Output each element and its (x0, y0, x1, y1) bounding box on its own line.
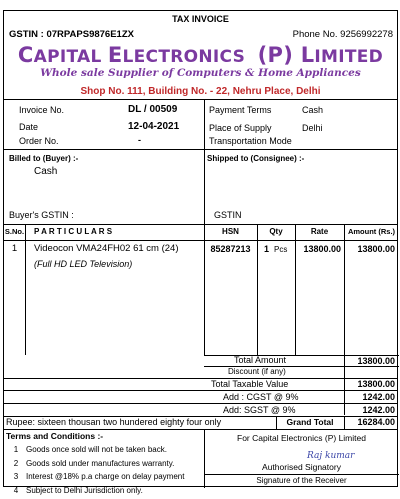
receiver-signature-label: Signature of the Receiver (204, 476, 399, 485)
list-item: 1 Goods once sold will not be taken back. (6, 445, 202, 459)
divider (4, 390, 397, 391)
row-particulars: Videocon VMA24FH02 61 cm (24) (34, 243, 179, 254)
list-item: 2 Goods sold under manufactures warranty. (6, 459, 202, 473)
buyer-name: Cash (34, 166, 57, 177)
order-no-label: Order No. (19, 136, 59, 146)
divider (257, 224, 258, 355)
payment-terms-value: Cash (302, 105, 323, 115)
divider (4, 99, 397, 100)
row-qty: 1 Pcs (264, 244, 287, 254)
total-amount-label: Total Amount (234, 355, 286, 365)
list-item: 3 Interest @18% p.a charge on delay payment (6, 472, 202, 486)
authorised-signatory-label: Authorised Signatory (204, 462, 399, 472)
billed-to-label: Billed to (Buyer) :- (9, 154, 78, 163)
seller-gstin: GSTIN : 07RPAPS9876E1ZX (9, 29, 134, 40)
place-of-supply-value: Delhi (302, 123, 323, 133)
terms-title: Terms and Conditions :- (6, 431, 103, 441)
divider (204, 474, 399, 475)
for-company-label: For Capital Electronics (P) Limited (204, 433, 399, 443)
col-header-qty: Qty (257, 227, 295, 236)
place-of-supply-label: Place of Supply (209, 123, 272, 133)
divider (4, 429, 397, 430)
terms-list (6, 445, 202, 499)
divider (4, 378, 397, 379)
consignee-gstin-label: GSTIN (214, 210, 242, 220)
buyer-gstin-label: Buyer's GSTIN : (9, 210, 74, 220)
total-amount-value: 13800.00 (344, 356, 395, 366)
row-description: (Full HD LED Television) (34, 259, 132, 269)
invoice-no-value: DL / 00509 (128, 104, 177, 115)
col-header-amount: Amount (Rs.) (344, 227, 399, 236)
col-header-hsn: HSN (204, 227, 257, 236)
transport-mode-label: Transportation Mode (209, 136, 292, 146)
order-no-value: - (138, 135, 141, 145)
company-name: CAPITAL ELECTRONICS (P) LIMITED (4, 43, 397, 67)
divider (4, 240, 397, 241)
cgst-value: 1242.00 (344, 392, 395, 402)
taxable-value: 13800.00 (344, 379, 395, 389)
row-amount: 13800.00 (344, 244, 395, 254)
invoice-no-label: Invoice No. (19, 105, 64, 115)
col-header-sno: S.No. (4, 227, 25, 236)
list-item: 4 Subject to Delhi Jurisdiction only. (6, 486, 202, 499)
divider (204, 99, 205, 149)
sgst-label: Add: SGST @ 9% (223, 405, 296, 415)
col-header-particulars: P A R T I C U L A R S (34, 227, 112, 236)
sgst-value: 1242.00 (344, 405, 395, 415)
row-rate: 13800.00 (295, 244, 341, 254)
taxable-value-label: Total Taxable Value (211, 379, 288, 389)
row-sno: 1 (4, 243, 25, 254)
phone-number: Phone No. 9256992278 (293, 29, 393, 40)
date-value: 12-04-2021 (128, 121, 179, 132)
cgst-label: Add : CGST @ 9% (223, 392, 299, 402)
discount-label: Discount (if any) (228, 367, 286, 376)
grand-total-label: Grand Total (276, 417, 344, 427)
shipped-to-label: Shipped to (Consignee) :- (207, 154, 304, 163)
row-hsn: 85287213 (204, 244, 257, 254)
divider (25, 224, 26, 355)
signature-name: Raj kumar (307, 451, 354, 461)
date-label: Date (19, 122, 38, 132)
company-tagline: Whole sale Supplier of Computers & Home Appliances (4, 67, 397, 79)
payment-terms-label: Payment Terms (209, 105, 271, 115)
company-address: Shop No. 111, Building No. - 22, Nehru Place, Delhi (4, 86, 397, 97)
divider (204, 149, 205, 224)
divider (4, 149, 397, 150)
document-title: TAX INVOICE (4, 14, 397, 24)
divider (4, 224, 397, 225)
divider (4, 403, 397, 404)
tax-invoice (3, 10, 398, 487)
col-header-rate: Rate (295, 227, 344, 236)
grand-total-value: 16284.00 (344, 417, 395, 427)
amount-in-words: Rupee: sixteen thousan two hundered eighty four only (6, 417, 221, 427)
